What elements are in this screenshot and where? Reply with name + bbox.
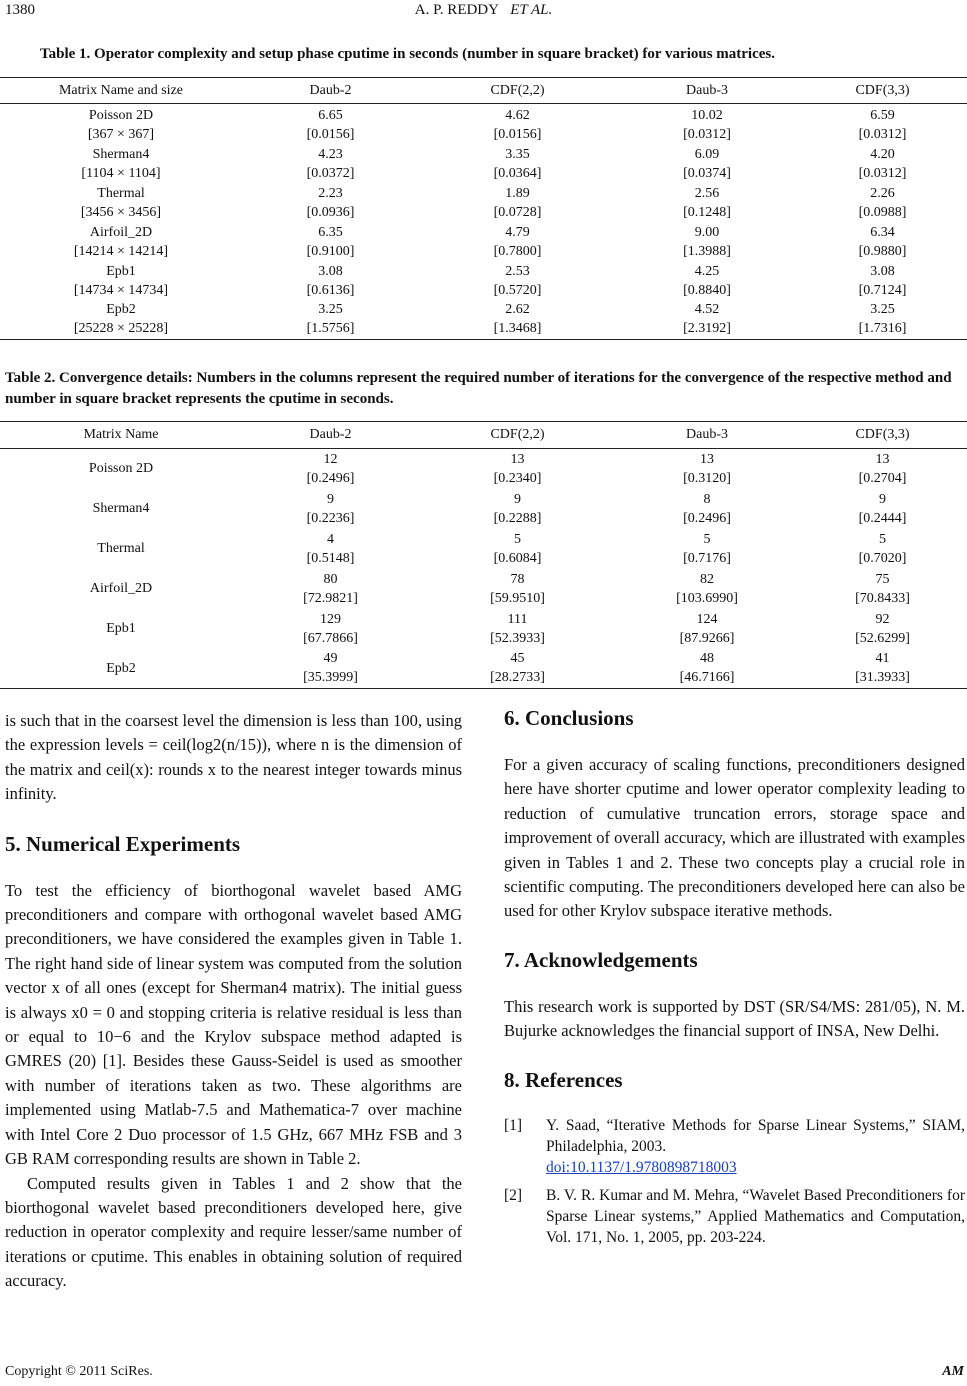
value-cell: 111 [52.3933] bbox=[490, 611, 545, 646]
table-row bbox=[0, 449, 967, 489]
value-cell: 4.20 [0.0312] bbox=[858, 146, 907, 181]
section5-paragraph: To test the efficiency of biorthogonal wavelet based AMG preconditioners and compare with orthogonal wavelet based AMG preconditioners, we have considered the examples given in Table 1. The right hand side of linear system was computed from the solution vector x of all ones (except for Sherman4 matrix). The initial guess is always x0 = 0 and stopping criteria is relative residual is less than or equal to 10−6 and the Krylov subspace method adapted is GMRES (20) [1]. Besides these Gauss-Seidel is used as smoother with number of iterations taken as two. These algorithms are implemented using Matlab-7.5 and Mathematica-7 over machine with Intel Core 2 Duo processor of 1.5 GHz, 667 MHz FSB and 3 GB RAM corresponding results are shown in Table 2. bbox=[5, 880, 462, 1169]
intro-paragraph: is such that in the coarsest level the dimension is less than 100, using the expression levels = ceil(log2(n/15)), where n is the dimension of the matrix and ceil(x): rounds x to the nearest integer towards minus infinity. bbox=[5, 711, 462, 804]
section7-paragraph: This research work is supported by DST (SR/S4/MS: 281/05), N. M. Bujurke acknowledges the financial support of INSA, New Delhi. bbox=[504, 996, 965, 1041]
value-cell: 6.34 [0.9880] bbox=[858, 224, 907, 259]
table1-header-cell: CDF(3,3) bbox=[798, 78, 967, 104]
left-column bbox=[5, 709, 462, 1294]
matrix-cell: Thermal bbox=[97, 541, 145, 556]
section7-heading: 7. Acknowledgements bbox=[504, 947, 698, 972]
matrix-cell: Airfoil_2D bbox=[89, 581, 153, 596]
table2-header-cell: Daub-3 bbox=[616, 422, 798, 449]
reference-number: [1] bbox=[504, 1116, 523, 1134]
matrix-cell: Epb2 [25228 × 25228] bbox=[0, 300, 242, 339]
value-cell: 4.79 [0.7800] bbox=[493, 224, 542, 259]
value-cell: 12 [0.2496] bbox=[306, 451, 355, 486]
value-cell: 9 [0.2444] bbox=[858, 491, 907, 526]
matrix-cell: Sherman4 [1104 × 1104] bbox=[81, 146, 161, 181]
value-cell: 5 [0.7020] bbox=[858, 531, 907, 566]
value-cell: 9 [0.2288] bbox=[493, 491, 542, 526]
table-header-row bbox=[0, 422, 967, 449]
table2-header-cell: Matrix Name bbox=[0, 422, 242, 449]
value-cell: 124 [87.9266] bbox=[679, 611, 735, 646]
table-header-row bbox=[0, 78, 967, 104]
table2-header-cell: Daub-2 bbox=[242, 422, 419, 449]
table-row bbox=[0, 104, 967, 145]
value-cell: 4.25 [0.8840] bbox=[683, 263, 731, 298]
table-row bbox=[0, 489, 967, 529]
value-cell: 8 [0.2496] bbox=[683, 491, 731, 526]
matrix-cell: Epb1 [14734 × 14734] bbox=[73, 263, 169, 298]
reference-list bbox=[504, 1115, 965, 1248]
table1-header-cell: Matrix Name and size bbox=[0, 78, 242, 104]
table2-header-cell: CDF(3,3) bbox=[798, 422, 967, 449]
table2-caption: Table 2. Convergence details: Numbers in the columns represent the required number of iterations for the convergence of the respective method and number in square bracket represents the cputime in seconds. bbox=[5, 370, 952, 407]
reference-text: B. V. R. Kumar and M. Mehra, “Wavelet Based Preconditioners for Sparse Linear systems,” Applied Mathematics and Computation, Vol. 171, No. 1, 2005, pp. 203-224. bbox=[546, 1186, 965, 1246]
matrix-cell: Epb2 bbox=[0, 649, 242, 689]
table1 bbox=[0, 77, 967, 340]
table2-header-cell: CDF(2,2) bbox=[419, 422, 616, 449]
value-cell: 13 [0.2340] bbox=[493, 451, 542, 486]
value-cell: 5 [0.7176] bbox=[683, 531, 731, 566]
value-cell: 9.00 [1.3988] bbox=[683, 224, 731, 259]
table1-header-cell: CDF(2,2) bbox=[419, 78, 616, 104]
value-cell: 41 [31.3933] bbox=[798, 649, 967, 689]
reference-number: [2] bbox=[504, 1186, 523, 1204]
table-row bbox=[0, 222, 967, 261]
table1-caption: Table 1. Operator complexity and setup phase cputime in seconds (number in square bracket) for various matrices. bbox=[40, 46, 776, 62]
table-row bbox=[0, 609, 967, 649]
value-cell: 6.59 [0.0312] bbox=[858, 108, 907, 142]
value-cell: 2.56 [0.1248] bbox=[683, 185, 731, 220]
table-row bbox=[0, 183, 967, 222]
value-cell: 3.25 [1.5756] bbox=[242, 300, 419, 339]
section5-paragraph: Computed results given in Tables 1 and 2 show that the biorthogonal wavelet based preconditioners developed here, give reduction in operator complexity and require lesser/same number of iterations or cputime. This enables in obtaining solution of required accuracy. bbox=[5, 1173, 462, 1291]
value-cell: 2.23 [0.0936] bbox=[306, 185, 355, 220]
value-cell: 82 [103.6990] bbox=[676, 571, 738, 606]
header-authors: A. P. REDDY bbox=[414, 2, 499, 18]
matrix-cell: Thermal [3456 × 3456] bbox=[80, 185, 162, 220]
table-row bbox=[0, 569, 967, 609]
table-row bbox=[0, 144, 967, 183]
value-cell: 48 [46.7166] bbox=[616, 649, 798, 689]
section5-heading: 5. Numerical Experiments bbox=[5, 831, 241, 856]
running-header bbox=[0, 2, 967, 19]
table1-header-cell: Daub-3 bbox=[616, 78, 798, 104]
reference-item bbox=[504, 1185, 965, 1248]
journal-abbrev: AM bbox=[942, 1364, 964, 1379]
section6-paragraph: For a given accuracy of scaling functions, preconditioners designed here have shorter cputime and lower operator complexity leading to reduction of cumulative truncation errors, storage space and improvement of overall accuracy, which are illustrated with examples given in Tables 1 and 2. These two concepts play a crucial role in scientific computing. The preconditioners developed here can also be used for other Krylov subspace iterative methods. bbox=[504, 755, 965, 921]
value-cell: 2.62 [1.3468] bbox=[419, 300, 616, 339]
value-cell: 3.08 [0.7124] bbox=[858, 263, 907, 298]
reference-item bbox=[504, 1115, 965, 1178]
value-cell: 3.25 [1.7316] bbox=[798, 300, 967, 339]
table-row bbox=[0, 529, 967, 569]
matrix-cell: Sherman4 bbox=[92, 501, 150, 516]
value-cell: 4.62 [0.0156] bbox=[493, 108, 542, 142]
table-row bbox=[0, 649, 967, 689]
value-cell: 49 [35.3999] bbox=[242, 649, 419, 689]
value-cell: 5 [0.6084] bbox=[493, 531, 542, 566]
value-cell: 3.08 [0.6136] bbox=[306, 263, 355, 298]
value-cell: 45 [28.2733] bbox=[419, 649, 616, 689]
matrix-cell: Airfoil_2D [14214 × 14214] bbox=[73, 224, 169, 259]
matrix-cell: Poisson 2D [367 × 367] bbox=[87, 108, 155, 142]
value-cell: 13 [0.2704] bbox=[858, 451, 907, 486]
value-cell: 129 [67.7866] bbox=[303, 611, 358, 646]
value-cell: 2.53 [0.5720] bbox=[493, 263, 542, 298]
value-cell: 3.35 [0.0364] bbox=[493, 146, 542, 181]
value-cell: 4.52 [2.3192] bbox=[616, 300, 798, 339]
section6-heading: 6. Conclusions bbox=[504, 706, 634, 730]
value-cell: 4 [0.5148] bbox=[306, 531, 355, 566]
table-row bbox=[0, 261, 967, 300]
doi-link[interactable]: doi:10.1137/1.9780898718003 bbox=[546, 1158, 737, 1176]
section8-heading: 8. References bbox=[504, 1067, 623, 1092]
value-cell: 1.89 [0.0728] bbox=[493, 185, 542, 220]
value-cell: 4.23 [0.0372] bbox=[306, 146, 355, 181]
page-number: 1380 bbox=[5, 2, 35, 18]
value-cell: 6.65 [0.0156] bbox=[306, 108, 355, 142]
right-column bbox=[504, 704, 965, 1255]
table-row bbox=[0, 300, 967, 339]
value-cell: 6.09 [0.0374] bbox=[683, 146, 731, 181]
value-cell: 92 [52.6299] bbox=[855, 611, 910, 646]
value-cell: 6.35 [0.9100] bbox=[306, 224, 355, 259]
table1-header-cell: Daub-2 bbox=[242, 78, 419, 104]
value-cell: 78 [59.9510] bbox=[490, 571, 545, 606]
value-cell: 10.02 [0.0312] bbox=[683, 108, 731, 142]
matrix-cell: Epb1 bbox=[106, 621, 136, 636]
value-cell: 9 [0.2236] bbox=[306, 491, 355, 526]
copyright-footer: Copyright © 2011 SciRes. bbox=[5, 1364, 153, 1379]
value-cell: 75 [70.8433] bbox=[855, 571, 910, 606]
value-cell: 13 [0.3120] bbox=[683, 451, 731, 486]
matrix-cell: Poisson 2D bbox=[88, 461, 154, 477]
value-cell: 80 [72.9821] bbox=[303, 571, 358, 606]
table2 bbox=[0, 421, 967, 689]
value-cell: 2.26 [0.0988] bbox=[858, 185, 907, 220]
header-et-al: ET AL. bbox=[510, 2, 553, 18]
reference-text: Y. Saad, “Iterative Methods for Sparse Linear Systems,” SIAM, Philadelphia, 2003. bbox=[546, 1116, 965, 1155]
